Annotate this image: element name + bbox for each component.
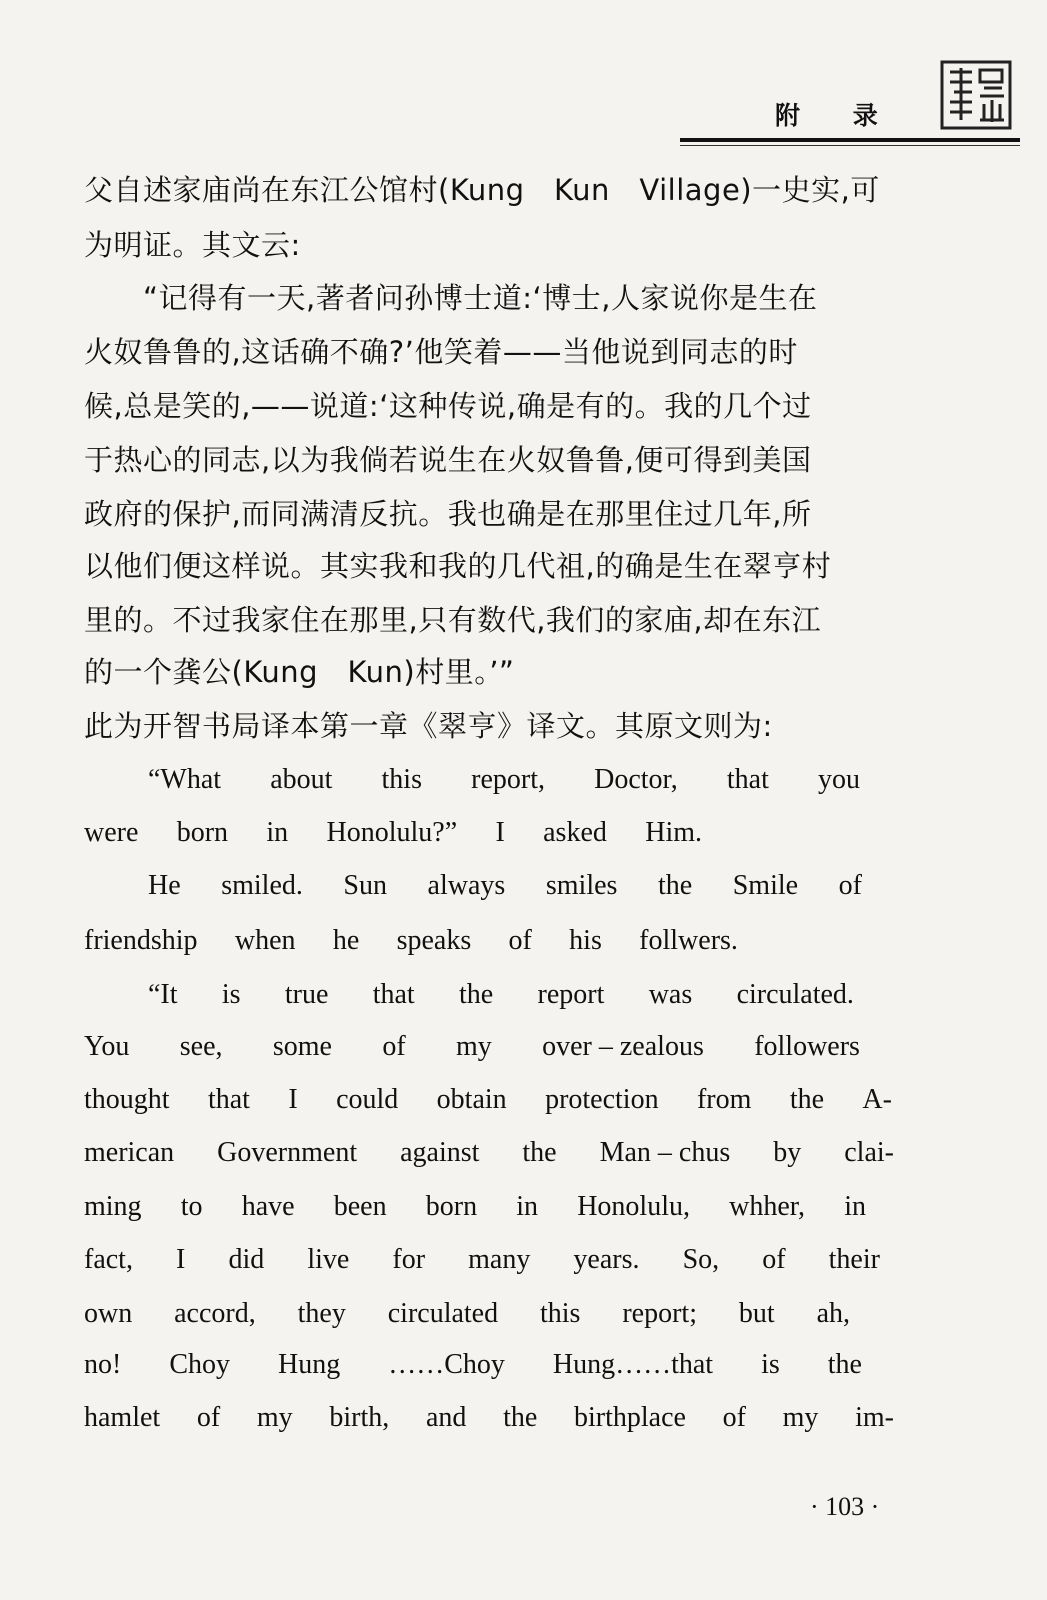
english-word: for bbox=[392, 1244, 426, 1275]
english-word: his bbox=[569, 925, 602, 956]
english-word: fact, bbox=[84, 1244, 133, 1275]
english-word: of bbox=[196, 1402, 221, 1433]
english-word: report bbox=[537, 979, 605, 1010]
english-word: Choy bbox=[169, 1349, 230, 1380]
english-word: I bbox=[176, 1244, 186, 1275]
english-word: the bbox=[522, 1137, 557, 1168]
body-line: 候,总是笑的,——说道:‘这种传说,确是有的。我的几个过 bbox=[84, 389, 812, 423]
english-word: ah, bbox=[816, 1298, 850, 1329]
english-word: my bbox=[256, 1402, 293, 1433]
english-word: some bbox=[272, 1031, 332, 1062]
english-word: Sun bbox=[343, 870, 387, 901]
english-word: by bbox=[773, 1137, 802, 1168]
english-word: was bbox=[648, 979, 693, 1010]
english-word: Him. bbox=[645, 817, 702, 848]
english-word: of bbox=[508, 925, 532, 956]
english-word: that bbox=[726, 764, 769, 795]
english-line bbox=[84, 1080, 892, 1120]
section-title: 附 录 bbox=[775, 101, 900, 130]
english-word: against bbox=[400, 1137, 480, 1168]
english-word: live bbox=[307, 1244, 350, 1275]
english-word: when bbox=[234, 925, 296, 956]
page-number: · 103 · bbox=[810, 1492, 880, 1521]
english-word: asked bbox=[543, 817, 607, 848]
english-word: they bbox=[297, 1298, 346, 1329]
english-word: speaks bbox=[396, 925, 472, 956]
english-word: of bbox=[762, 1244, 786, 1275]
english-word: the bbox=[657, 870, 693, 901]
english-line bbox=[84, 1187, 866, 1227]
english-word: born bbox=[176, 817, 229, 848]
english-word: hamlet bbox=[84, 1402, 161, 1433]
english-word: about bbox=[270, 764, 333, 795]
english-word: always bbox=[427, 870, 506, 901]
english-word: Honolulu, bbox=[577, 1191, 690, 1222]
english-word: Doctor, bbox=[594, 764, 678, 795]
english-word: of bbox=[382, 1031, 406, 1062]
english-word: smiles bbox=[545, 870, 618, 901]
english-word: see, bbox=[179, 1031, 223, 1062]
english-word: true bbox=[284, 979, 329, 1010]
english-word: im- bbox=[855, 1402, 894, 1433]
english-word: in bbox=[516, 1191, 539, 1222]
english-word: report; bbox=[622, 1298, 697, 1329]
english-word: is bbox=[761, 1349, 780, 1380]
english-line bbox=[84, 1027, 860, 1067]
english-word: Hung……that bbox=[552, 1349, 714, 1380]
english-word: ……Choy bbox=[388, 1349, 505, 1380]
english-word: followers bbox=[754, 1031, 860, 1062]
english-word: protection bbox=[545, 1084, 659, 1115]
english-word: been bbox=[333, 1191, 387, 1222]
english-word: have bbox=[241, 1191, 295, 1222]
english-word: “It bbox=[148, 979, 178, 1010]
english-word: he bbox=[332, 925, 360, 956]
english-word: birthplace bbox=[573, 1402, 686, 1433]
english-word: but bbox=[738, 1298, 775, 1329]
english-line bbox=[84, 1398, 894, 1438]
english-line bbox=[148, 975, 854, 1015]
header-rule-thin bbox=[680, 145, 1020, 146]
english-word: you bbox=[818, 764, 860, 795]
english-line bbox=[84, 921, 738, 961]
english-word: obtain bbox=[436, 1084, 507, 1115]
english-word: that bbox=[207, 1084, 250, 1115]
english-line bbox=[84, 1240, 880, 1280]
body-line: 于热心的同志,以为我倘若说生在火奴鲁鲁,便可得到美国 bbox=[84, 443, 812, 477]
english-word: friendship bbox=[84, 925, 198, 956]
body-line: 政府的保护,而同满清反抗。我也确是在那里住过几年,所 bbox=[84, 497, 812, 531]
seal-stamp-icon bbox=[940, 60, 1012, 130]
english-word: from bbox=[696, 1084, 752, 1115]
english-word: my bbox=[456, 1031, 492, 1062]
english-word: He bbox=[148, 870, 181, 901]
english-word: and bbox=[425, 1402, 467, 1433]
english-word: the bbox=[789, 1084, 825, 1115]
english-word: “What bbox=[148, 764, 222, 795]
english-word: own bbox=[84, 1298, 133, 1329]
english-word: of bbox=[722, 1402, 746, 1433]
english-word: I bbox=[288, 1084, 298, 1115]
body-line: “记得有一天,著者问孙博士道:‘博士,人家说你是生在 bbox=[84, 281, 818, 315]
english-line bbox=[84, 813, 702, 853]
body-line: 以他们便这样说。其实我和我的几代祖,的确是生在翠亨村 bbox=[84, 549, 832, 583]
english-word: to bbox=[180, 1191, 203, 1222]
english-word: whher, bbox=[729, 1191, 806, 1222]
english-word: So, bbox=[682, 1244, 720, 1275]
english-word: many bbox=[468, 1244, 531, 1275]
english-word: no! bbox=[84, 1349, 122, 1380]
english-line bbox=[148, 866, 862, 906]
english-line bbox=[84, 1294, 850, 1334]
english-word: Honolulu?” bbox=[326, 817, 458, 848]
english-word: in bbox=[266, 817, 289, 848]
english-word: accord, bbox=[174, 1298, 256, 1329]
english-word: Smile bbox=[732, 870, 799, 901]
english-word: birth, bbox=[329, 1402, 390, 1433]
body-line: 父自述家庙尚在东江公馆村(Kung Kun Village)一史实,可 bbox=[84, 173, 880, 207]
english-word: did bbox=[228, 1244, 265, 1275]
english-word: I bbox=[495, 817, 505, 848]
english-word: the bbox=[503, 1402, 538, 1433]
english-line bbox=[84, 1345, 862, 1385]
english-word: Hung bbox=[277, 1349, 341, 1380]
english-word: this bbox=[381, 764, 422, 795]
english-word: smiled. bbox=[221, 870, 303, 901]
english-word: their bbox=[828, 1244, 880, 1275]
english-word: were bbox=[84, 817, 139, 848]
english-word: my bbox=[782, 1402, 819, 1433]
english-word: Man – chus bbox=[599, 1137, 731, 1168]
body-line: 的一个龚公(Kung Kun)村里。’” bbox=[84, 655, 515, 689]
body-line: 此为开智书局译本第一章《翠亨》译文。其原文则为: bbox=[84, 709, 773, 743]
english-word: in bbox=[844, 1191, 866, 1222]
english-word: over – zealous bbox=[542, 1031, 704, 1062]
english-word: circulated bbox=[387, 1298, 499, 1329]
english-line bbox=[84, 1133, 894, 1173]
english-word: clai- bbox=[844, 1137, 894, 1168]
english-word: of bbox=[838, 870, 862, 901]
english-word: the bbox=[827, 1349, 862, 1380]
english-word: ming bbox=[84, 1191, 142, 1222]
body-line: 为明证。其文云: bbox=[84, 228, 301, 262]
english-word: Government bbox=[217, 1137, 358, 1168]
english-word: the bbox=[459, 979, 494, 1010]
english-word: thought bbox=[84, 1084, 170, 1115]
english-word: follwers. bbox=[639, 925, 738, 956]
english-line bbox=[148, 760, 860, 800]
english-word: report, bbox=[471, 764, 545, 795]
header-rule bbox=[680, 138, 1020, 142]
english-word: could bbox=[336, 1084, 399, 1115]
english-word: A- bbox=[862, 1084, 892, 1115]
english-word: that bbox=[372, 979, 415, 1010]
english-word: this bbox=[540, 1298, 581, 1329]
body-line: 里的。不过我家住在那里,只有数代,我们的家庙,却在东江 bbox=[84, 603, 822, 637]
body-line: 火奴鲁鲁的,这话确不确?’他笑着——当他说到同志的时 bbox=[84, 335, 798, 369]
english-word: is bbox=[221, 979, 241, 1010]
english-word: years. bbox=[573, 1244, 640, 1275]
english-word: born bbox=[425, 1191, 478, 1222]
english-word: circulated. bbox=[736, 979, 854, 1010]
english-word: merican bbox=[84, 1137, 175, 1168]
english-word: You bbox=[84, 1031, 130, 1062]
